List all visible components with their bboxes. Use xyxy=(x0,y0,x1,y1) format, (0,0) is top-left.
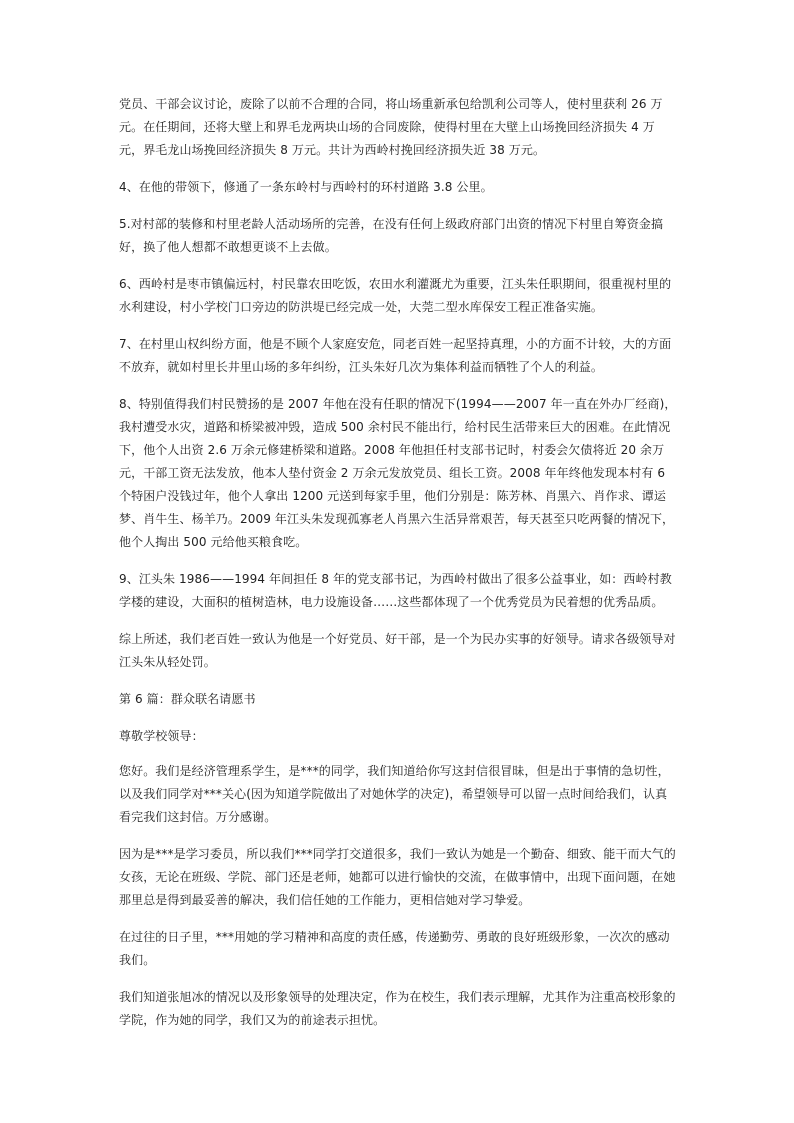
paragraph-contract-recovery: 党员、干部会议讨论，废除了以前不合理的合同，将山场重新承包给凯利公司等人，使村里获利 26 万元。在任期间，还将大壁上和界毛龙两块山场的合同废除，使得村里在大壁上山场挽回经济损失 4 万元，界毛龙山场挽回经济损失 8 万元。共计为西岭村挽回经济损失近 38 万元。 xyxy=(119,97,663,157)
paragraph-conclusion: 综上所述，我们老百姓一致认为他是一个好党员、好干部，是一个为民办实事的好领导。请求各级领导对江头朱从轻处罚。 xyxy=(119,632,676,669)
paragraph-item-8-donations: 8、特别值得我们村民赞扬的是 2007 年他在没有任职的情况下(1994——2007 年一直在外办厂经商)，我村遭受水灾，道路和桥梁被冲毁，造成 500 余村民不能出行，给村民生活带来巨大的困难。在此情况下，他个人出资 2.6 万余元修建桥梁和道路。2008 年他担任村支部书记时，村委会欠债将近 20 余万元，干部工资无法发放，他本人垫付资金 2 万余元发放党员、组长工资。2008 年年终他发现本村有 6 个特困户没钱过年，他个人拿出 1200 元送到每家手里，他们分别是：陈芳林、肖黑六、肖作求、谭运梦、肖牛生、杨羊乃。2009 年江头朱发现孤寡老人肖黑六生活异常艰苦，每天甚至只吃两餐的情况下，他个人掏出 500 元给他买粮食吃。 xyxy=(119,397,677,549)
salutation: 尊敬学校领导： xyxy=(119,729,204,743)
section-heading-petition: 第 6 篇：群众联名请愿书 xyxy=(119,692,256,706)
paragraph-item-6-irrigation: 6、西岭村是枣市镇偏远村，村民靠农田吃饭，农田水利灌溉尤为重要，江头朱任职期间，很重视村里的水利建设，村小学校门口旁边的防洪堤已经完成一处，大莞二型水库保安工程正准备实施。 xyxy=(119,277,672,314)
paragraph-item-5-village-office: 5.对村部的装修和村里老龄人活动场所的完善，在没有任何上级政府部门出资的情况下村里自筹资金搞好，换了他人想都不敢想更谈不上去做。 xyxy=(119,217,664,254)
paragraph-past-days: 在过往的日子里，***用她的学习精神和高度的责任感，传递勤劳、勇敢的良好班级形象，一次次的感动我们。 xyxy=(119,930,670,967)
paragraph-item-9-party-secretary: 9、江头朱 1986——1994 年间担任 8 年的党支部书记，为西岭村做出了很多公益事业，如：西岭村教学楼的建设，大面积的植树造林，电力设施设备……这些都体现了一个优秀党员为民着想的优秀品质。 xyxy=(119,572,672,609)
paragraph-situation: 我们知道张旭冰的情况以及形象领导的处理决定，作为在校生，我们表示理解，尤其作为注重高校形象的学院，作为她的同学，我们又为的前途表示担忧。 xyxy=(119,990,676,1027)
paragraph-item-4-road: 4、在他的带领下，修通了一条东岭村与西岭村的环村道路 3.8 公里。 xyxy=(119,180,493,194)
paragraph-study-committee: 因为是***是学习委员，所以我们***同学打交道很多，我们一致认为她是一个勤奋、细致、能干而大气的女孩，无论在班级、学院、部门还是老师，她都可以进行愉快的交流，在做事情中，出现下面问题，在她那里总是得到最妥善的解决，我们信任她的工作能力，更相信她对学习挚爱。 xyxy=(119,847,676,907)
document-page xyxy=(119,93,679,1046)
paragraph-item-7-mountain-dispute: 7、在村里山权纠纷方面，他是不顾个人家庭安危，同老百姓一起坚持真理，小的方面不计较，大的方面不放弃，就如村里长井里山场的多年纠纷，江头朱好几次为集体利益而牺牲了个人的利益。 xyxy=(119,337,672,374)
paragraph-greeting: 您好。我们是经济管理系学生，是***的同学，我们知道给你写这封信很冒昧，但是出于事情的急切性，以及我们同学对***关心(因为知道学院做出了对她休学的决定)，希望领导可以留一点时间给我们，认真看完我们这封信。万分感谢。 xyxy=(119,764,670,824)
